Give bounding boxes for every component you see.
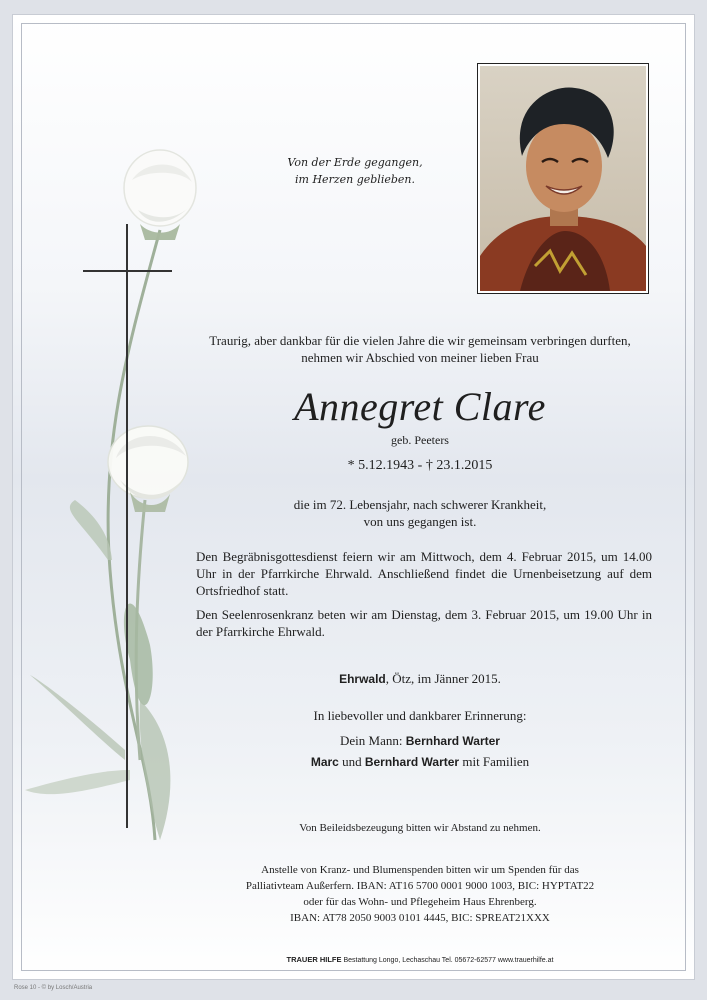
place-date xyxy=(190,670,650,688)
footer xyxy=(190,955,650,964)
husband-line xyxy=(190,732,650,750)
family-suffix: mit Familien xyxy=(459,754,530,769)
husband-prefix: Dein Mann: xyxy=(340,733,406,748)
funeral-service-text: Den Begräbnisgottesdienst feiern wir am Mittwoch, dem 4. Februar 2015, um 14.00 Uhr in der Pfarrkirche Ehrwald. Anschließend findet die Urnenbeisetzung auf dem Ortsfriedhof statt. xyxy=(196,549,652,598)
intro-text: Traurig, aber dankbar für die vielen Jahre die wir gemeinsam verbringen durften, nehmen wir Abschied von meiner lieben Frau xyxy=(209,333,631,365)
maiden-name: geb. Peeters xyxy=(391,433,449,447)
husband-name: Bernhard Warter xyxy=(405,734,500,748)
donation-line-2: Palliativteam Außerfern. IBAN: AT16 5700 0001 9000 1003, BIC: HYPTAT22 xyxy=(245,880,595,892)
child-1: Marc xyxy=(310,755,339,769)
footer-brand: TRAUER HILFE xyxy=(286,955,342,964)
motto-line-1: Von der Erde gegangen, xyxy=(287,156,423,169)
portrait-photo xyxy=(477,63,649,294)
life-dates: * 5.12.1943 - † 23.1.2015 xyxy=(347,458,493,473)
condolence-request: Von Beileidsbezeugung bitten wir Abstand zu nehmen. xyxy=(299,822,541,834)
age-line-2: von uns gegangen ist. xyxy=(363,514,477,529)
image-credit: Rose 10 - © by Losch/Austria xyxy=(14,985,93,991)
und-text: und xyxy=(338,754,365,769)
age-text xyxy=(190,496,650,530)
children-line xyxy=(190,753,650,771)
donation-line-3: oder für das Wohn- und Pflegeheim Haus Ehrenberg. xyxy=(303,896,537,908)
deceased-name: Annegret Clare xyxy=(294,384,546,429)
place-rest: , Ötz, im Jänner 2015. xyxy=(385,671,501,686)
motto xyxy=(270,154,440,188)
child-2: Bernhard Warter xyxy=(364,755,460,769)
memory-line: In liebevoller und dankbarer Erinnerung: xyxy=(313,708,527,723)
donation-line-1: Anstelle von Kranz- und Blumenspenden bitten wir um Spenden für das xyxy=(261,864,579,876)
rosary-text: Den Seelenrosenkranz beten wir am Dienstag, dem 3. Februar 2015, um 19.00 Uhr in der Pfarrkirche Ehrwald. xyxy=(196,607,652,639)
donation-info xyxy=(190,862,650,926)
age-line-1: die im 72. Lebensjahr, nach schwerer Krankheit, xyxy=(293,497,547,512)
donation-line-4: IBAN: AT78 2050 9003 0101 4445, BIC: SPREAT21XXX xyxy=(290,912,550,924)
footer-text: Bestattung Longo, Lechaschau Tel. 05672-62577 www.trauerhilfe.at xyxy=(341,957,554,964)
place-town: Ehrwald xyxy=(339,672,386,686)
motto-line-2: im Herzen geblieben. xyxy=(295,173,415,186)
